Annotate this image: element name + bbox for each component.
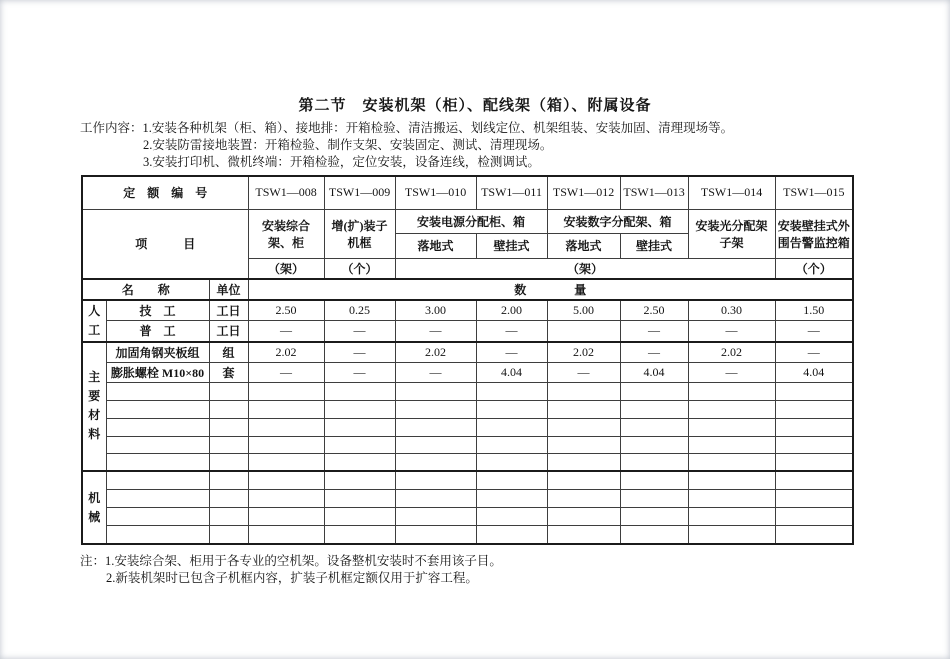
empty-cell (547, 382, 620, 400)
item-title-cell: 安装综合架、柜 (248, 209, 324, 258)
value-cell: 2.02 (248, 342, 324, 363)
empty-cell (324, 382, 395, 400)
empty-cell (620, 400, 688, 418)
value-cell: — (248, 321, 324, 342)
item-title-cell: 增(扩)装子机框 (324, 209, 395, 258)
work-content-text-3: 3.安装打印机、微机终端：开箱检验，定位安装，设备连线，检测调试。 (143, 155, 540, 169)
item-subtype-cell: 落地式 (395, 233, 476, 258)
item-title-cell: 安装光分配架子架 (688, 209, 775, 258)
value-cell: 2.02 (688, 342, 775, 363)
table-row (82, 489, 853, 507)
row-group-label-labor: 人工 (82, 300, 106, 342)
empty-cell (775, 436, 853, 453)
item-unit-cell: （个） (775, 258, 853, 279)
row-unit-cell: 套 (209, 362, 248, 382)
notes-block (80, 553, 890, 587)
empty-cell (547, 525, 620, 544)
empty-cell (620, 436, 688, 453)
empty-cell (248, 471, 324, 489)
quota-code-cell: TSW1—015 (775, 176, 853, 209)
empty-cell (209, 382, 248, 400)
empty-cell (620, 507, 688, 525)
note-text-2: 2.新装机架时已包含子机框内容，扩装子机框定额仅用于扩容工程。 (106, 571, 478, 585)
empty-cell (688, 507, 775, 525)
value-cell: 3.00 (395, 300, 476, 321)
empty-cell (688, 525, 775, 544)
empty-cell (620, 453, 688, 471)
value-cell: 0.25 (324, 300, 395, 321)
quota-number-header: 定 额 编 号 (82, 176, 248, 209)
empty-cell (248, 400, 324, 418)
empty-cell (395, 471, 476, 489)
empty-cell (324, 453, 395, 471)
empty-cell (620, 418, 688, 436)
item-subtype-cell: 落地式 (547, 233, 620, 258)
value-cell: — (775, 321, 853, 342)
empty-cell (688, 436, 775, 453)
value-cell: — (324, 362, 395, 382)
empty-cell (547, 471, 620, 489)
empty-cell (209, 471, 248, 489)
empty-cell (106, 471, 209, 489)
empty-cell (324, 418, 395, 436)
value-cell: — (324, 321, 395, 342)
value-cell: — (248, 362, 324, 382)
quota-code-cell: TSW1—008 (248, 176, 324, 209)
empty-cell (248, 436, 324, 453)
row-unit-cell: 组 (209, 342, 248, 363)
quota-table (81, 175, 854, 545)
value-cell: — (476, 342, 547, 363)
quota-code-cell: TSW1—012 (547, 176, 620, 209)
table-row (82, 418, 853, 436)
empty-cell (324, 489, 395, 507)
name-header: 名 称 (82, 279, 209, 300)
table-row (82, 436, 853, 453)
table-row (82, 209, 853, 233)
item-subtype-cell: 壁挂式 (620, 233, 688, 258)
empty-cell (688, 471, 775, 489)
empty-cell (620, 525, 688, 544)
work-content-text-1: 1.安装各种机架（柜、箱）、接地排：开箱检验、清洁搬运、划线定位、机架组装、安装加固、清理现场等。 (142, 121, 734, 135)
unit-header: 单位 (209, 279, 248, 300)
value-cell: — (688, 321, 775, 342)
empty-cell (688, 453, 775, 471)
empty-cell (324, 525, 395, 544)
item-header: 项 目 (82, 209, 248, 279)
empty-cell (688, 400, 775, 418)
empty-cell (106, 489, 209, 507)
quota-code-cell: TSW1—010 (395, 176, 476, 209)
value-cell: 2.02 (547, 342, 620, 363)
empty-cell (620, 471, 688, 489)
empty-cell (620, 489, 688, 507)
work-content-label: 工作内容： (80, 121, 143, 135)
empty-cell (547, 400, 620, 418)
empty-cell (324, 436, 395, 453)
note-text-1: 1.安装综合架、柜用于各专业的空机架。设备整机安装时不套用该子目。 (105, 554, 502, 568)
empty-cell (395, 453, 476, 471)
empty-cell (324, 400, 395, 418)
quantity-header: 数 量 (248, 279, 853, 300)
empty-cell (395, 418, 476, 436)
table-row (82, 471, 853, 489)
value-cell: 1.50 (775, 300, 853, 321)
empty-cell (106, 525, 209, 544)
empty-cell (688, 382, 775, 400)
row-name-cell: 技 工 (106, 300, 209, 321)
item-unit-cell: （架） (395, 258, 775, 279)
quota-code-cell: TSW1—013 (620, 176, 688, 209)
empty-cell (775, 418, 853, 436)
empty-cell (775, 382, 853, 400)
value-cell: 2.50 (248, 300, 324, 321)
value-cell: — (775, 342, 853, 363)
value-cell: 5.00 (547, 300, 620, 321)
empty-cell (775, 453, 853, 471)
empty-cell (775, 525, 853, 544)
empty-cell (248, 507, 324, 525)
value-cell: — (688, 362, 775, 382)
section-title: 第二节 安装机架（柜）、配线架（箱）、附属设备 (298, 98, 652, 114)
empty-cell (688, 489, 775, 507)
empty-cell (547, 418, 620, 436)
value-cell: 0.30 (688, 300, 775, 321)
empty-cell (248, 525, 324, 544)
value-cell: 2.00 (476, 300, 547, 321)
empty-cell (775, 507, 853, 525)
empty-cell (248, 382, 324, 400)
empty-cell (395, 382, 476, 400)
empty-cell (209, 507, 248, 525)
empty-cell (476, 453, 547, 471)
value-cell: — (476, 321, 547, 342)
value-cell: 4.04 (620, 362, 688, 382)
row-name-cell: 普 工 (106, 321, 209, 342)
empty-cell (248, 489, 324, 507)
row-unit-cell: 工日 (209, 300, 248, 321)
empty-cell (106, 382, 209, 400)
quota-code-cell: TSW1—009 (324, 176, 395, 209)
table-row (82, 342, 853, 363)
empty-cell (395, 525, 476, 544)
value-cell: — (395, 362, 476, 382)
empty-cell (209, 418, 248, 436)
table-row (82, 300, 853, 321)
empty-cell (547, 453, 620, 471)
item-unit-cell: （个） (324, 258, 395, 279)
item-title-cell: 安装电源分配柜、箱 (395, 209, 547, 233)
table-row (82, 279, 853, 300)
empty-cell (476, 471, 547, 489)
row-group-label-materials: 主要材料 (82, 342, 106, 472)
empty-cell (248, 418, 324, 436)
empty-cell (476, 436, 547, 453)
empty-cell (395, 436, 476, 453)
empty-cell (209, 453, 248, 471)
empty-cell (775, 400, 853, 418)
value-cell: 2.02 (395, 342, 476, 363)
value-cell (547, 321, 620, 342)
item-title-cell: 安装数字分配架、箱 (547, 209, 688, 233)
empty-cell (248, 453, 324, 471)
empty-cell (476, 382, 547, 400)
work-content-text-2: 2.安装防雷接地装置：开箱检验、制作支架、安装固定、测试、清理现场。 (143, 138, 553, 152)
note-line (80, 553, 890, 570)
empty-cell (106, 453, 209, 471)
value-cell: — (547, 362, 620, 382)
table-row (82, 176, 853, 209)
table-row (82, 400, 853, 418)
row-name-cell: 膨胀螺栓 M10×80 (106, 362, 209, 382)
empty-cell (395, 400, 476, 418)
empty-cell (324, 471, 395, 489)
empty-cell (106, 400, 209, 418)
empty-cell (775, 471, 853, 489)
table-row (82, 507, 853, 525)
table-row (82, 525, 853, 544)
quota-code-cell: TSW1—011 (476, 176, 547, 209)
work-content-line (80, 120, 890, 137)
empty-cell (106, 418, 209, 436)
empty-cell (688, 418, 775, 436)
empty-cell (775, 489, 853, 507)
row-group-label-machinery: 机械 (82, 471, 106, 544)
table-row (82, 321, 853, 342)
work-content-block (80, 120, 890, 171)
empty-cell (476, 418, 547, 436)
quota-code-cell: TSW1—014 (688, 176, 775, 209)
row-unit-cell: 工日 (209, 321, 248, 342)
empty-cell (476, 489, 547, 507)
empty-cell (547, 489, 620, 507)
table-row (82, 362, 853, 382)
table-row (82, 453, 853, 471)
value-cell: — (324, 342, 395, 363)
value-cell: — (395, 321, 476, 342)
value-cell: — (620, 321, 688, 342)
empty-cell (209, 489, 248, 507)
table-row (82, 382, 853, 400)
empty-cell (620, 382, 688, 400)
empty-cell (209, 400, 248, 418)
empty-cell (547, 507, 620, 525)
row-name-cell: 加固角钢夹板组 (106, 342, 209, 363)
value-cell: — (620, 342, 688, 363)
value-cell: 2.50 (620, 300, 688, 321)
empty-cell (106, 507, 209, 525)
item-title-cell: 安装壁挂式外围告警监控箱 (775, 209, 853, 258)
empty-cell (324, 507, 395, 525)
empty-cell (476, 525, 547, 544)
empty-cell (476, 400, 547, 418)
item-unit-cell: （架） (248, 258, 324, 279)
notes-label: 注： (80, 554, 106, 568)
empty-cell (395, 507, 476, 525)
empty-cell (106, 436, 209, 453)
value-cell: 4.04 (775, 362, 853, 382)
value-cell: 4.04 (476, 362, 547, 382)
empty-cell (547, 436, 620, 453)
item-subtype-cell: 壁挂式 (476, 233, 547, 258)
empty-cell (209, 525, 248, 544)
empty-cell (395, 489, 476, 507)
empty-cell (476, 507, 547, 525)
empty-cell (209, 436, 248, 453)
